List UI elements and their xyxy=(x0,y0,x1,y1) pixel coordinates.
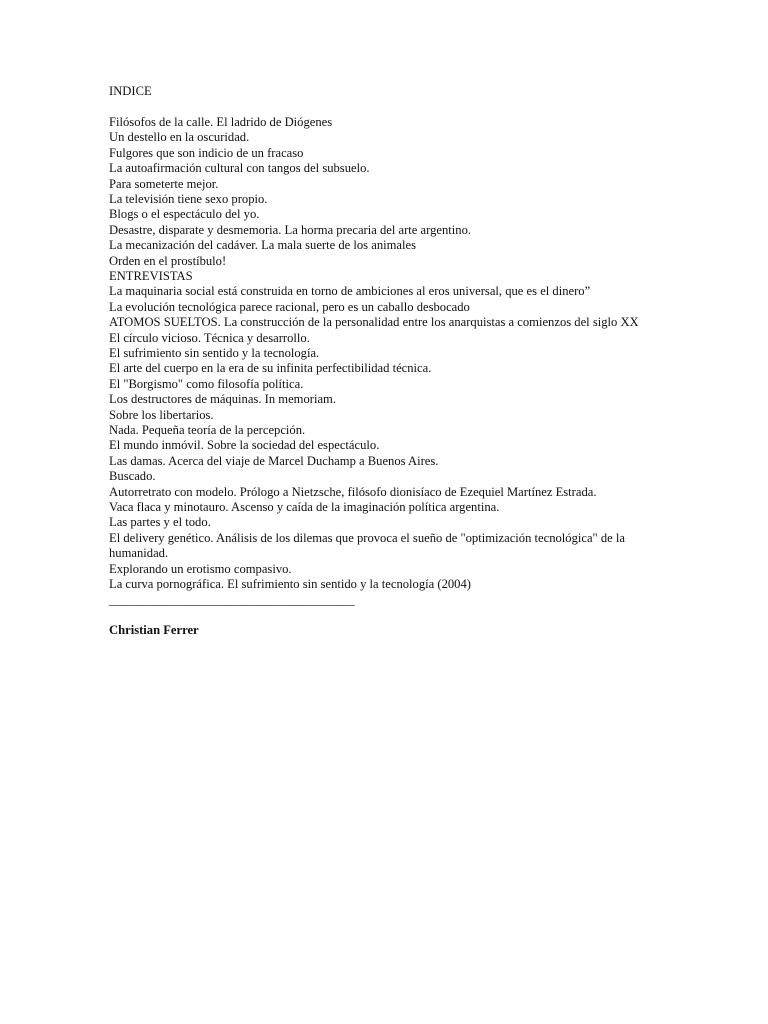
index-entry: La evolución tecnológica parece racional, pero es un caballo desbocado xyxy=(109,299,470,314)
index-entry: La televisión tiene sexo propio. xyxy=(109,191,268,206)
index-entry: El arte del cuerpo en la era de su infinita perfectibilidad técnica. xyxy=(109,361,432,376)
index-entry: Filósofos de la calle. El ladrido de Diógenes xyxy=(109,114,333,129)
index-entry: Explorando un erotismo compasivo. xyxy=(109,561,292,576)
index-entry: El "Borgismo" como filosofía política. xyxy=(109,376,304,391)
author-name: Christian Ferrer xyxy=(109,623,199,638)
index-entry: Blogs o el espectáculo del yo. xyxy=(109,207,260,222)
index-entry: Fulgores que son indicio de un fracaso xyxy=(109,145,304,160)
index-entry: Desastre, disparate y desmemoria. La horma precaria del arte argentino. xyxy=(109,222,472,237)
index-entry: Las partes y el todo. xyxy=(109,515,211,530)
index-entry: Sobre los libertarios. xyxy=(109,407,214,422)
index-entry: ATOMOS SUELTOS. La construcción de la personalidad entre los anarquistas a comienzos del siglo XX xyxy=(109,315,639,330)
index-entry: La mecanización del cadáver. La mala suerte de los animales xyxy=(109,238,416,253)
index-entry: Nada. Pequeña teoría de la percepción. xyxy=(109,423,306,438)
index-entry: Los destructores de máquinas. In memoriam. xyxy=(109,392,336,407)
index-entry: Para someterte mejor. xyxy=(109,176,219,191)
index-entry: Vaca flaca y minotauro. Ascenso y caída de la imaginación política argentina. xyxy=(109,500,500,515)
document-page xyxy=(109,84,669,639)
index-entry-list xyxy=(109,115,669,593)
index-heading: INDICE xyxy=(109,84,152,98)
index-entry: Las damas. Acerca del viaje de Marcel Duchamp a Buenos Aires. xyxy=(109,453,439,468)
index-entry: El sufrimiento sin sentido y la tecnología. xyxy=(109,346,320,360)
index-entry: Autorretrato con modelo. Prólogo a Nietzsche, filósofo dionisíaco de Ezequiel Martínez Estrada. xyxy=(109,484,597,499)
index-entry: El mundo inmóvil. Sobre la sociedad del espectáculo. xyxy=(109,438,380,453)
index-entry: El delivery genético. Análisis de los dilemas que provoca el sueño de "optimización tecnológica" de la humanidad. xyxy=(109,530,625,561)
index-entry: La curva pornográfica. El sufrimiento sin sentido y la tecnología (2004) xyxy=(109,577,471,592)
index-entry: Buscado. xyxy=(109,469,156,484)
index-entry: La maquinaria social está construida en torno de ambiciones al eros universal, que es el dinero” xyxy=(109,284,591,299)
index-section-label: ENTREVISTAS xyxy=(109,268,193,283)
index-entry: El círculo vicioso. Técnica y desarrollo. xyxy=(109,330,310,345)
index-entry: La autoafirmación cultural con tangos del subsuelo. xyxy=(109,161,370,176)
index-entry: Orden en el prostíbulo! xyxy=(109,253,227,268)
separator-line: _______________________________________ xyxy=(109,592,355,607)
index-entry: Un destello en la oscuridad. xyxy=(109,130,250,145)
